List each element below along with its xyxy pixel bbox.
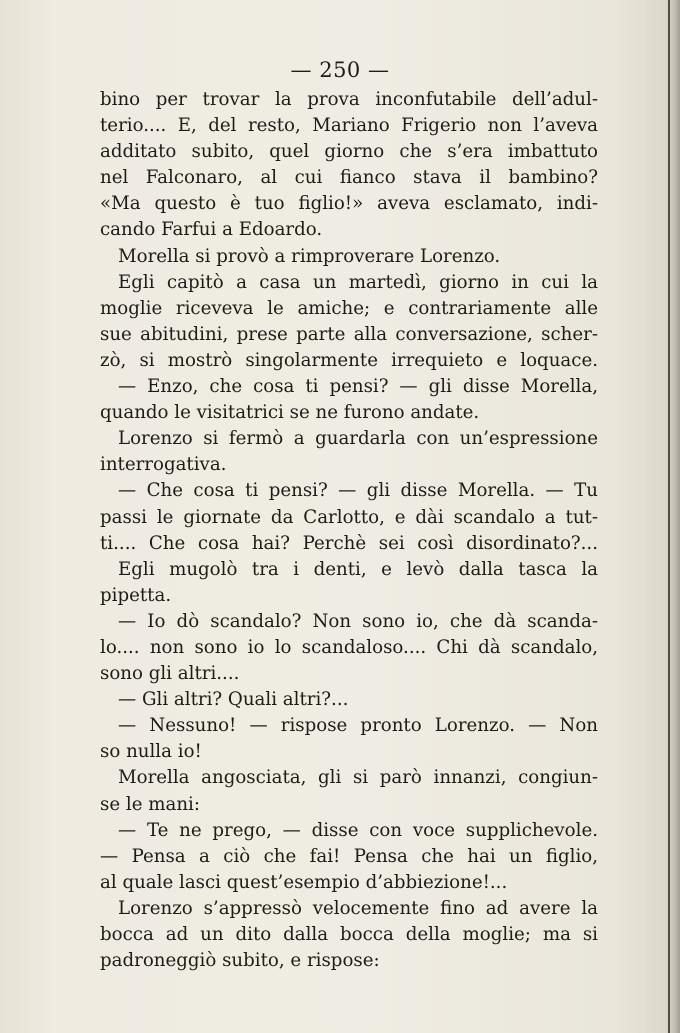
- page-edge-line: [668, 0, 670, 1033]
- text-line: — Enzo, che cosa ti pensi? — gli disse Morella,: [118, 376, 598, 398]
- text-line: — Te ne prego, — disse con voce supplichevole.: [118, 819, 598, 841]
- text-line: Lorenzo si fermò a guardarla con un’espressione: [118, 428, 598, 450]
- text-line: Morella si provò a rimproverare Lorenzo.: [118, 245, 501, 267]
- text-line: so nulla io!: [100, 741, 202, 763]
- text-line: bocca ad un dito dalla bocca della moglie; ma si: [100, 924, 598, 945]
- text-line: se le mani:: [100, 793, 200, 815]
- text-line: quando le visitatrici se ne furono andate.: [100, 402, 480, 424]
- text-line: cando Farfui a Edoardo.: [100, 219, 323, 241]
- text-line: bino per trovar la prova inconfutabile dell’adul-: [100, 89, 598, 110]
- text-line: sono gli altri....: [100, 663, 240, 685]
- text-line: ti.... Che cosa hai? Perchè sei così disordinato?...: [100, 532, 598, 554]
- text-line: padroneggiò subito, e rispose:: [100, 950, 380, 972]
- text-line: interrogativa.: [100, 454, 227, 476]
- text-line: Egli mugolò tra i denti, e levò dalla tasca la: [118, 558, 598, 580]
- text-line: passi le giornate da Carlotto, e dài scandalo a tut-: [100, 506, 598, 528]
- text-line: moglie riceveva le amiche; e contrariamente alle: [100, 297, 598, 319]
- text-line: sue abitudini, prese parte alla conversazione, scher-: [100, 323, 598, 345]
- text-line: nel Falconaro, al cui fianco stava il bambino?: [100, 167, 598, 189]
- text-line: Morella angosciata, gli si parò innanzi, congiun-: [118, 767, 598, 789]
- body-text: [100, 87, 598, 974]
- text-line: «Ma questo è tuo figlio!» aveva esclamato, indi-: [100, 193, 598, 215]
- text-line: — Gli altri? Quali altri?...: [118, 689, 349, 711]
- text-line: pipetta.: [100, 584, 172, 606]
- text-line: additato subito, quel giorno che s’era imbattuto: [100, 141, 598, 163]
- text-line: Lorenzo s’appressò velocemente fino ad avere la: [118, 897, 598, 919]
- text-line: lo.... non sono io lo scandaloso.... Chi dà scandalo,: [100, 636, 598, 658]
- text-line: — Io dò scandalo? Non sono io, che dà scanda-: [118, 610, 598, 632]
- page-number: — 250 —: [290, 58, 390, 82]
- text-line: al quale lasci quest’esempio d’abbiezione!...: [100, 871, 508, 893]
- text-line: — Pensa a ciò che fai! Pensa che hai un figlio,: [100, 845, 598, 867]
- text-line: Egli capitò a casa un martedì, giorno in cui la: [118, 271, 598, 293]
- text-line: zò, si mostrò singolarmente irrequieto e loquace.: [100, 349, 598, 371]
- text-line: terio.... E, del resto, Mariano Frigerio non l’aveva: [100, 115, 598, 137]
- text-line: — Nessuno! — rispose pronto Lorenzo. — Non: [118, 715, 598, 737]
- text-line: — Che cosa ti pensi? — gli disse Morella. — Tu: [118, 480, 598, 502]
